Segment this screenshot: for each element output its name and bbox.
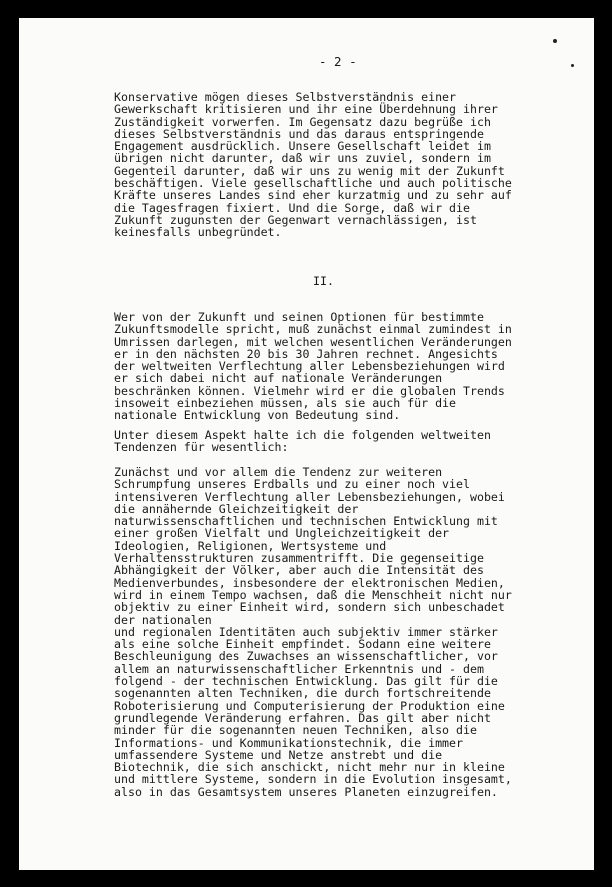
paragraph-aspekt: Unter diesem Aspekt halte ich die folgenden weltweiten Tendenzen für wesentlich: — [114, 428, 491, 455]
document-page — [19, 18, 594, 870]
section-heading: II. — [313, 274, 334, 288]
paragraph-zukunft: Wer von der Zukunft und seinen Optionen für bestimmte Zukunftsmodelle spricht, muß zunächst einmal zumindest in Umrissen darlegen, mit welchen wesentlichen Veränderungen er in den nächsten 20 bis 30 Jahren rechnet. Angesichts der weltweiten Verflechtung aller Lebensbeziehungen wird er sich dabei nicht auf nationale Veränderungen beschränken können. Vielmehr wird er die globalen Trends insoweit einbeziehen müssen, als sie auch für die nationale Entwicklung von Bedeutung sind. — [114, 310, 512, 423]
scan-speck — [571, 64, 574, 67]
paragraph-tendenzen: Zunächst und vor allem die Tendenz zur weiteren Schrumpfung unseres Erdballs und zu einer noch viel intensiveren Verflechtung aller Lebensbeziehungen, wobei die annähernde Gleichzeitigkeit der naturwissenschaftlichen und technischen Entwicklung mit einer großen Vielfalt und Ungleichzeitigkeit der Ideologien, Religionen, Wertsysteme und Verhaltensstrukturen zusammentrifft. Die gegenseitige Abhängigkeit der Völker, aber auch die Intensität des Medienverbundes, insbesondere der elektronischen Medien, wird in einem Tempo wachsen, daß die Menschheit nicht nur objektiv zu einer Einheit wird, sondern sich unbeschadet der nationalen und regionalen Identitäten auch subjektiv immer stärker als eine solche Einheit empfindet. Sodann eine weitere Beschleunigung des Zuwachses an wissenschaftlicher, vor allem an naturwissenschaftlicher Erkenntnis und - dem folgend - der technischen Entwicklung. Das gilt für die sogenannten alten Techniken, die durch fortschreitende Roboterisierung und Computerisierung der Produktion eine grundlegende Veränderung erfahren. Das gilt aber nicht minder für die sogenannten neuen Techniken, also die Informations- und Kommunikationstechnik, die immer umfassendere Systeme und Netze anstrebt und die Biotechnik, die sich anschickt, nicht mehr nur in kleine und mittlere Systeme, sondern in die Evolution insgesamt, also in das Gesamtsystem unseres Planeten einzugreifen. — [114, 465, 512, 799]
scan-speck — [553, 39, 557, 43]
paragraph-intro: Konservative mögen dieses Selbstverständnis einer Gewerkschaft kritisieren und ihr eine Überdehnung ihrer Zuständigkeit vorwerfen. Im Gegensatz dazu begrüße ich dieses Selbstverständnis und das daraus entspringende Engagement ausdrücklich. Unsere Gesellschaft leidet im übrigen nicht darunter, daß wir uns zuviel, sondern im Gegenteil darunter, daß wir uns zu wenig mit der Zukunft beschäftigen. Viele gesellschaftliche und auch politische Kräfte unseres Landes sind eher kurzatmig und zu sehr auf die Tagesfragen fixiert. Und die Sorge, daß wir die Zukunft zugunsten der Gegenwart vernachlässigen, ist keinesfalls unbegründet. — [114, 90, 512, 240]
page-number: - 2 - — [319, 54, 357, 69]
